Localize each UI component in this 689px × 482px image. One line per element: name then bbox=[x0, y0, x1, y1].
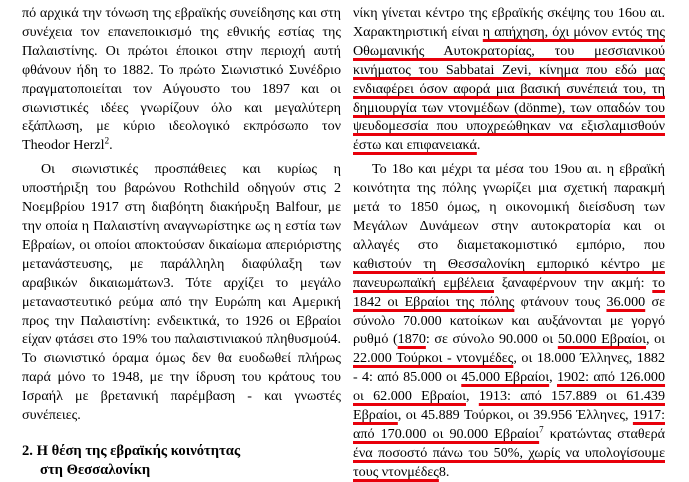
paragraph-sabbatai-zevi: νίκη γίνεται κέντρο της εβραϊκής σκέψης του 16ου αι. Χαρακτηριστική είναι η απήχηση, όχι μόνον εντός της Οθωμανικής Αυτοκρατορίας, του μεσσιανικού κινήματος του Sabbatai Zevi, κίνημα που εδώ μας ενδιαφέρει όσον αφορά μια βασική συνέπειά του, τη δημιουργία των ντονμέδων (dönme), των οπαδών του ψευδομεσσία που υποχρεώθηκαν να εξισλαμισθούν έστω και επιφανειακά. bbox=[353, 5, 665, 154]
highlight-underline: 22.000 Τούρκοι - ντονμέδες bbox=[353, 350, 514, 367]
highlight-underline: 1902: από 126.000 οι 62.000 Εβραίοι bbox=[353, 369, 666, 405]
footnote-marker: 7 bbox=[539, 424, 544, 435]
highlight-underline: 1913: από 157.889 οι 61.439 Εβραίοι bbox=[353, 388, 665, 424]
left-column bbox=[22, 4, 341, 481]
section-heading: 2. Η θέση της εβραϊκής κοινότητας στη Θεσσαλονίκη bbox=[22, 442, 241, 479]
right-column bbox=[353, 4, 665, 482]
highlight-underline: καθιστούν τη Θεσσαλονίκη εμπορικό κέντρο με πανευρωπαϊκή εμβέλεια bbox=[353, 255, 665, 291]
paragraph-balfour: Οι σιωνιστικές προσπάθειες και κυρίως η υποστήριξη του βαρώνου Rothchild οδηγούν στις 2 Νοεμβρίου 1917 στη διαβόητη διακήρυξη Balfour, με την οποία η Παλαιστίνη αναγνωρίστηκε ως η εστία των Εβραίων, οι οποίοι αποκτούσαν δικαίωμα απεριόριστης μετανάστευσης, με παράλληλη διαφύλαξη των αραβικών δικαιωμάτων3. Τότε αρχίζει το μεγάλο μεταναστευτικό ρεύμα από την Ευρώπη και Αμερική προς την Παλαιστίνη: ενδεικτικά, το 1926 οι Εβραίοι είχαν φτάσει στο 19% του παλαιστινιακού πληθυσμού4. Το σιωνιστικό όραμα όμως δεν θα ευοδωθεί πλήρως παρά μόνο το 1948, με την ίδρυση του κράτους του Ισραήλ με βρετανική παρέμβαση - και γνωστές συνέπειες. bbox=[22, 161, 341, 424]
highlight-underline: 1870 bbox=[397, 331, 426, 348]
footnote-marker: 2 bbox=[104, 135, 110, 146]
highlight-underline: ένα ποσοστό πάνω του 50%, χωρίς να υπολογίσουμε τους ντονμέδες bbox=[353, 444, 665, 480]
paragraph-zionism-origins: πό αρχικά την τόνωση της εβραϊκής συνείδησης και στη συνέχεια τον επανεποικισμό της εθνικής εστίας της Παλαιστίνης. Οι πρώτοι έποικοι στην περιοχή αυτή φθάνουν ήδη το 1882. Το πρώτο Σιωνιστικό Συνέδριο πραγματοποιείται τον Αύγουστο του 1897 και οι σιωνιστικές ιδέες γνωρίζουν όλο και μεγαλύτερη εξάπλωση, με κύριο ιδεολογικό εκπρόσωπο τον Theodor Herzl$^2$. bbox=[22, 5, 341, 154]
highlight-underline: 1917: από 170.000 οι 90.000 Εβραίοι bbox=[353, 407, 665, 442]
highlight-underline: 45.000 Εβραίοι bbox=[461, 369, 550, 386]
highlight-underline: 36.000 bbox=[606, 293, 646, 310]
highlight-underline: το 1842 οι Εβραίοι της πόλης bbox=[353, 274, 665, 310]
highlight-underline: η απήχηση, όχι μόνον εντός της Οθωμανικής Αυτοκρατορίας, του μεσσιανικού κινήματος του Sabbatai Zevi, κίνημα που εδώ μας ενδιαφέρει όσον αφορά μια βασική συνέπειά του, τη δημιουργία των ντονμέδων (dönme), των οπαδών του ψευδομεσσία που υποχρεώθηκαν να εξισλαμισθούν έστω και επιφανειακά bbox=[353, 23, 665, 154]
paragraph-population: Το 18ο και μέχρι τα μέσα του 19ου αι. η εβραϊκή κοινότητα της πόλης γνωρίζει μια σχετική παρακμή μετά το 1850 όμως, η οικονομική διείσδυση των Μεγάλων Δυνάμεων στην αυτοκρατορία και οι αλλαγές στο διαμετακομιστικό εμπόριο, που καθιστούν τη Θεσσαλονίκη εμπορικό κέντρο με πανευρωπαϊκή εμβέλεια ξαναφέρνουν την ακμή: το 1842 οι Εβραίοι της πόλης φτάνουν τους 36.000 σε σύνολο 70.000 κατοίκων και αυξάνονται με γοργό ρυθμό (1870: σε σύνολο 90.000 οι 50.000 Εβραίοι, οι 22.000 Τούρκοι - ντονμέδες, οι 18.000 Έλληνες, 1882 - 4: από 85.000 οι 45.000 Εβραίοι, 1902: από 126.000 οι 62.000 Εβραίοι, 1913: από 157.889 οι 61.439 Εβραίοι, οι 45.889 Τούρκοι, οι 39.956 Έλληνες, 1917: από 170.000 οι 90.000 Εβραίοι$^7$ κρατώντας σταθερά ένα ποσοστό πάνω του 50%, χωρίς να υπολογίσουμε τους ντονμέδες8. bbox=[353, 161, 666, 480]
highlight-underline: 50.000 Εβραίοι bbox=[557, 331, 647, 348]
